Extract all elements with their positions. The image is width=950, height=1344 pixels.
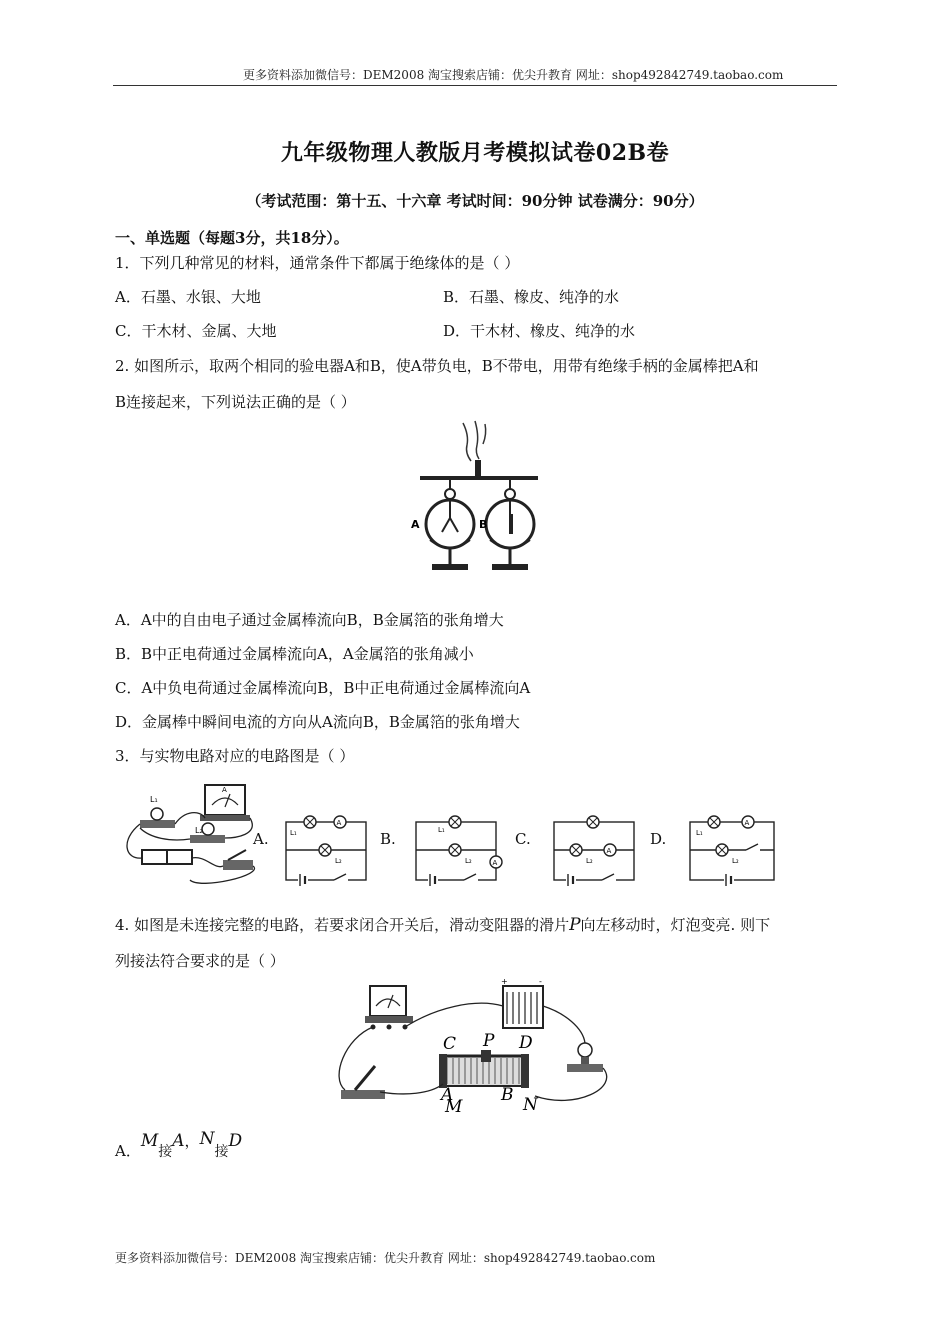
rheostat-circuit-figure — [335, 978, 620, 1113]
circuit-d-l2-label: L₂ — [732, 857, 739, 865]
ammeter-letter: A — [222, 786, 227, 794]
q4-option-a-m: M — [140, 1131, 159, 1151]
terminal-a-label: A — [441, 1085, 454, 1105]
question-3-stem: 3．与实物电路对应的电路图是（ ） — [115, 747, 355, 765]
q1-option-d[interactable]: D．干木材、橡皮、纯净的水 — [443, 322, 636, 340]
circuit-a-ammeter-letter: A — [336, 819, 342, 827]
circuit-diagram-a[interactable] — [280, 810, 372, 888]
circuit-d-l1-label: L₁ — [696, 829, 703, 837]
question-4-stem-line2: 列接法符合要求的是（ ） — [115, 952, 285, 970]
q3-option-b-label[interactable]: B. — [380, 830, 396, 848]
section-heading: 一、单选题（每题3分，共18分）。 — [115, 229, 349, 247]
q4-option-a-jie1: 接 — [158, 1144, 173, 1160]
question-1-stem: 1．下列几种常见的材料，通常条件下都属于绝缘体的是（ ） — [115, 254, 520, 272]
circuit-c-l2-label: L₂ — [586, 857, 593, 865]
q4-option-a[interactable] — [115, 1129, 243, 1161]
q2-option-a[interactable]: A．A中的自由电子通过金属棒流向B，B金属箔的张角增大 — [115, 611, 504, 629]
electroscope-figure — [405, 418, 550, 576]
terminal-c-label: C — [443, 1034, 457, 1054]
q4-option-a-comma: ， — [184, 1132, 200, 1150]
question-2-stem-line2: B连接起来，下列说法正确的是（ ） — [115, 393, 356, 411]
physical-circuit-figure — [120, 780, 265, 885]
q2-option-d[interactable]: D．金属棒中瞬间电流的方向从A流向B，B金属箔的张角增大 — [115, 713, 520, 731]
lamp-l2-label: L₂ — [195, 826, 203, 835]
q1-option-b[interactable]: B．石墨、橡皮、纯净的水 — [443, 288, 620, 306]
q3-option-a-label[interactable]: A. — [253, 830, 269, 848]
circuit-b-l1-label: L₁ — [438, 826, 445, 834]
circuit-a-l1-label: L₁ — [290, 829, 297, 837]
circuit-diagram-b[interactable] — [410, 810, 510, 888]
q4-option-a-d: D — [228, 1131, 243, 1151]
exam-info: （考试范围：第十五、十六章 考试时间：90分钟 试卷满分：90分） — [246, 192, 704, 210]
circuit-d-ammeter-letter: A — [744, 819, 750, 827]
terminal-b-label: B — [501, 1085, 514, 1105]
q4-option-a-label: A． — [115, 1142, 141, 1160]
q1-option-c[interactable]: C．干木材、金属、大地 — [115, 322, 277, 340]
question-2-stem-line1: 2. 如图所示，取两个相同的验电器A和B，使A带负电，B不带电，用带有绝缘手柄的金属棒把A和 — [115, 357, 759, 375]
svg-text:-: - — [539, 978, 542, 986]
svg-text:+: + — [501, 978, 508, 986]
question-4-stem-line1 — [115, 914, 770, 935]
circuit-b-ammeter-letter: A — [492, 859, 498, 867]
circuit-c-ammeter-letter: A — [606, 847, 612, 855]
footer-text: 更多资料添加微信号：DEM2008 淘宝搜索店铺：优尖升教育 网址：shop492842749.taobao.com — [115, 1251, 656, 1265]
wire-m-label: M — [445, 1097, 463, 1113]
wire-n-label: N — [523, 1095, 538, 1113]
circuit-diagram-c[interactable] — [548, 810, 640, 888]
header-divider — [113, 85, 837, 86]
lamp-l1-label: L₁ — [150, 795, 158, 804]
q3-option-d-label[interactable]: D. — [650, 830, 667, 848]
q4-option-a-n: N — [199, 1129, 215, 1149]
header-text: 更多资料添加微信号：DEM2008 淘宝搜索店铺：优尖升教育 网址：shop492842749.taobao.com — [243, 68, 784, 82]
q4-option-a-a: A — [172, 1131, 185, 1151]
q3-option-c-label[interactable]: C. — [515, 830, 531, 848]
q2-option-b[interactable]: B．B中正电荷通过金属棒流向A，A金属箔的张角减小 — [115, 645, 474, 663]
q2-option-c[interactable]: C．A中负电荷通过金属棒流向B，B中正电荷通过金属棒流向A — [115, 679, 531, 697]
q4-stem-p: P — [569, 915, 581, 935]
circuit-b-l2-label: L₂ — [465, 857, 472, 865]
q4-option-a-jie2: 接 — [214, 1144, 229, 1160]
page-title: 九年级物理人教版月考模拟试卷02B卷 — [280, 140, 670, 166]
circuit-a-l2-label: L₂ — [335, 857, 342, 865]
q1-option-a[interactable]: A．石墨、水银、大地 — [115, 288, 261, 306]
terminal-d-label: D — [519, 1033, 533, 1053]
electroscope-b-label: B — [479, 518, 488, 531]
q4-stem-part2: 向左移动时，灯泡变亮. 则下 — [580, 916, 771, 934]
circuit-diagram-d[interactable] — [684, 810, 782, 888]
electroscope-a-label: A — [411, 518, 420, 531]
q4-stem-part1: 4. 如图是未连接完整的电路，若要求闭合开关后，滑动变阻器的滑片 — [115, 916, 570, 934]
slider-p-label: P — [483, 1031, 495, 1051]
